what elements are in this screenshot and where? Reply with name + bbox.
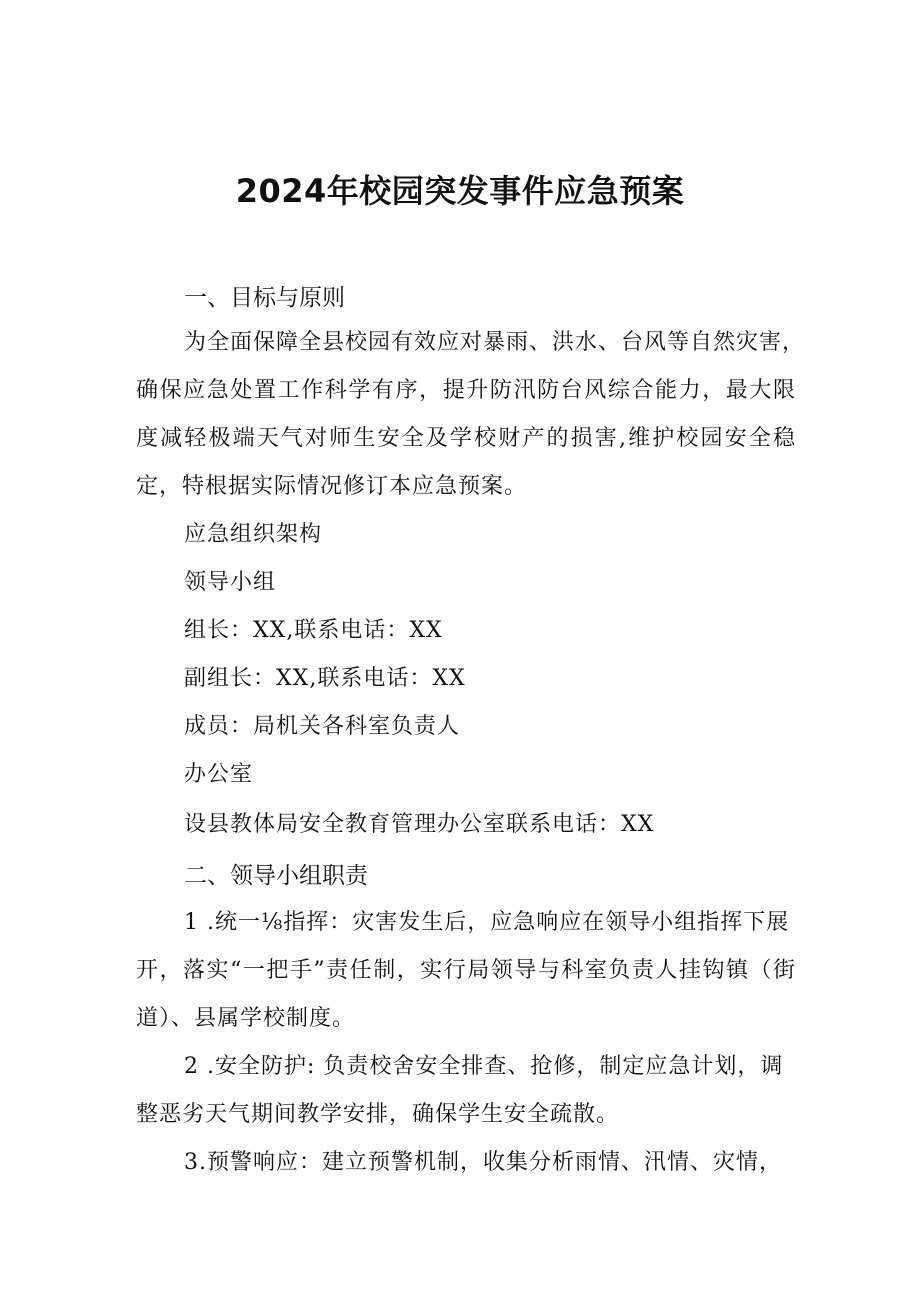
section1-para-line-1: 为全面保障全县校园有效应对暴雨、洪水、台风等自然灾害， bbox=[184, 330, 806, 355]
members-line: 成员：局机关各科室负责人 bbox=[184, 714, 461, 739]
section1-heading: 一、目标与原则 bbox=[184, 285, 345, 311]
section2-heading: 二、领导小组职责 bbox=[184, 863, 368, 889]
section1-para-line-3: 度减轻极端天气对师生安全及学校财产的损害,维护校园安全稳 bbox=[136, 426, 796, 451]
item3-line-1: 3.预警响应：建立预警机制，收集分析雨情、汛情、灾情， bbox=[184, 1150, 782, 1175]
office-label: 办公室 bbox=[184, 762, 254, 787]
leader-group-label: 领导小组 bbox=[184, 570, 277, 595]
item1-line-2: 开，落实“一把手”责任制，实行局领导与科室负责人挂钩镇（街 bbox=[136, 958, 796, 983]
document-title: 2024年校园突发事件应急预案 bbox=[235, 172, 685, 210]
office-description: 设县教体局安全教育管理办公室联系电话：XX bbox=[184, 812, 655, 837]
item1-line-1: 1 .统一⅛指挥：灾害发生后，应急响应在领导小组指挥下展 bbox=[184, 910, 790, 935]
section1-para-line-2: 确保应急处置工作科学有序，提升防汛防台风综合能力，最大限 bbox=[136, 378, 796, 403]
leader-line: 组长：XX,联系电话：XX bbox=[184, 618, 443, 643]
item2-line-1: 2 .安全防护: 负责校舍安全排查、抢修，制定应急计划，调 bbox=[184, 1054, 784, 1079]
deputy-leader-line: 副组长：XX,联系电话：XX bbox=[184, 666, 466, 691]
org-structure-title: 应急组织架构 bbox=[184, 522, 323, 547]
section1-para-line-4: 定，特根据实际情况修订本应急预案。 bbox=[136, 474, 528, 499]
item1-line-3: 道）、县属学校制度。 bbox=[136, 1006, 356, 1031]
item2-line-2: 整恶劣天气期间教学安排，确保学生安全疏散。 bbox=[136, 1102, 620, 1127]
